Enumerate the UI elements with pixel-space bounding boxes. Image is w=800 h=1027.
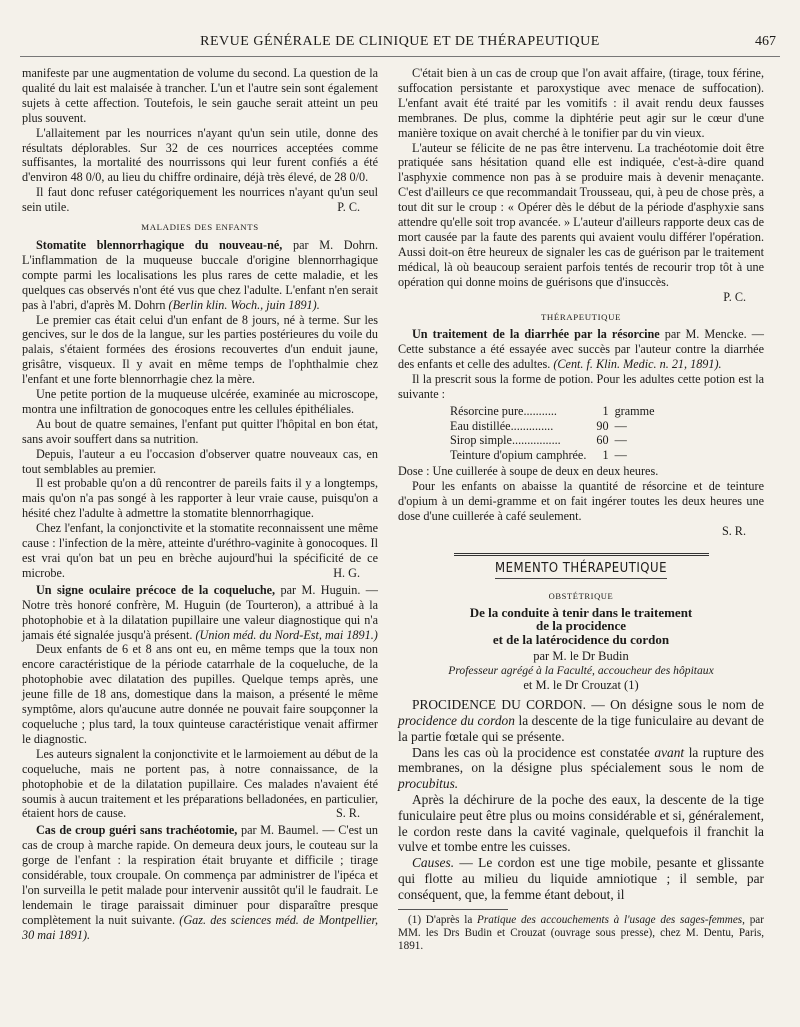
- paragraph: L'allaitement par les nourrices n'ayant qu'un sein utile, donne des résultats déplorables. Sur 32 de ces nourrices acceptées comme suffisantes, la mortalité des nourrissons qui leur furent confiés a été d'environ 48 0/0, au lieu du chiffre ordinaire, déjà très élevé, de 28 0/0.: [22, 125, 378, 185]
- byline: et M. le Dr Crouzat (1): [523, 678, 639, 693]
- page-header: [20, 34, 780, 57]
- memento-heading: MEMENTO THÉRAPEUTIQUE: [398, 562, 764, 579]
- article-title: et de la latérocidence du cordon: [492, 631, 670, 647]
- paragraph: Après la déchirure de la poche des eaux, la descente de la tige funiculaire peut être plus ou moins considérable et si, généralement, le cordon reste dans la cavité vaginale, quelquefois il franchit la vulve et tombe entre les cuisses.: [398, 791, 764, 855]
- paragraph: Il la prescrit sous la forme de potion. Pour les adultes cette potion est la suivante :: [398, 372, 764, 402]
- paragraph: PROCIDENCE DU CORDON. — On désigne sous le nom de procidence du cordon la descente de la tige funiculaire au devant de la partie fœtale qui se présente.: [398, 697, 764, 744]
- paragraph: Chez l'enfant, la conjonctivite et la stomatite reconnaissent une même cause : l'infection de la mère, atteinte d'uréthro-vaginite à gonocoques. Il est vrai qu'on bat un peu en brèche aujourd'hui la spécificité de ce microbe. H. G.: [22, 521, 378, 580]
- paragraph: C'était bien à un cas de croup que l'on avait affaire, (tirage, toux férine, suffocation persistante et paroxystique avec menace de suffocation). L'enfant avait été traité par les vomitifs : il avait rendu deux fausses membranes. De plus, comme la diphtérie peut agir sur le cœur d'une manière toxique on avait cherché à le tonifier par du vin vieux.: [398, 66, 764, 140]
- signature: S. R.: [721, 523, 746, 538]
- paragraph: manifeste par une augmentation de volume du second. La question de la qualité du lait est malaisée à trancher. L'un et l'autre sein sont également sujets à cette affection. Toutefois, le sein gauche serait atteint un peu plus souvent.: [22, 66, 378, 125]
- signature: S. R.: [335, 806, 360, 821]
- article-title: De la conduite à tenir dans le traitement: [469, 604, 693, 620]
- recipe-row: Résorcine pure........... 1 gramme: [450, 403, 655, 418]
- footnote-divider: [398, 909, 508, 910]
- article-title: de la procidence: [535, 618, 627, 634]
- paragraph: Au bout de quatre semaines, l'enfant put quitter l'hôpital en bon état, sans avoir souffert dans sa nutrition.: [22, 416, 378, 446]
- signature: P. C.: [723, 289, 746, 304]
- signature: P. C.: [337, 200, 360, 215]
- source-citation: (Union méd. du Nord-Est, mai 1891.): [195, 627, 378, 642]
- paragraph: Les auteurs signalent la conjonctivite et le larmoiement au début de la coqueluche, mais ne portent pas, à notre connaissance, de la photophobie et de la dilatation pupillaire. Ces malades n'avaient été soumis à aucun traitement et les préparations belladonées, en particulier, étaient hors de cause. S. R.: [22, 746, 378, 821]
- article-croup: Cas de croup guéri sans trachéotomie, par M. Baumel. — C'est un cas de croup à marche rapide. On demeura deux jours, le couteau sur la gorge de l'enfant : la respiration était bruyante et difficile ; tirage considérable, toux croupale. On commença par administrer de l'ipéca et l'on surveilla le petit malade pour intervenir aussitôt qu'il le faudrait. Le lendemain le tirage paraissait diminuer pour disparaître presque complètement la nuit suivante. (Gaz. des sciences méd. de Montpellier, 30 mai 1891).: [22, 823, 378, 942]
- source-citation: (Berlin klin. Woch., juin 1891).: [168, 297, 320, 312]
- divider: [454, 553, 709, 556]
- left-column: [22, 66, 378, 943]
- article-coqueluche: Un signe oculaire précoce de la coqueluche, par M. Huguin. — Notre très honoré confrère, M. Huguin (de Tourteron), a attribué à la photophobie et à la dilatation pupillaire une valeur diagnostique qui n'a jamais été signalée jusqu'à présent. (Union méd. du Nord-Est, mai 1891.): [22, 582, 378, 642]
- article-stomatite: Stomatite blennorrhagique du nouveau-né, par M. Dohrn. L'inflammation de la muqueuse buccale d'origine blennorrhagique compte parmi les localisations les plus rares de cette maladie, et les quelques cas observés n'ont été vus que chez l'adulte. L'enfant n'en serait pas à l'abri, d'après M. Dohrn (Berlin klin. Woch., juin 1891).: [22, 237, 378, 312]
- recipe-row: Teinture d'opium camphrée. 1 —: [450, 447, 627, 462]
- author-affiliation: Professeur agrégé à la Faculté, accoucheur des hôpitaux: [448, 664, 714, 678]
- paragraph: L'auteur se félicite de ne pas être intervenu. La trachéotomie doit être pratiquée sans hésitation quand elle est indiquée, c'est-à-dire quand l'asphyxie commence non pas à se produire mais à devenir menaçante. C'est d'ailleurs ce que recommandait Trousseau, qui, à peu de chose près, a tout dit sur le croup : « Opérer dès le début de la période d'asphyxie sans attendre qu'elle soit trop avancée. » L'auteur d'ailleurs rapporte deux cas de mort causée par la faute des parents qui avaient voulu différer l'opération. Aussi doit-on être heureux de signaler les cas de guérison par le traitement médical, là où beaucoup seraient parfois tentés de recourir trop tôt à une opération qui donne moins de guérisons que d'insuccès.: [398, 140, 764, 289]
- article-title: Stomatite blennorrhagique du nouveau-né,: [36, 237, 283, 252]
- byline: par M. le Dr Budin: [533, 649, 629, 664]
- section-heading: THÉRAPEUTIQUE: [540, 311, 622, 322]
- right-column: [398, 66, 764, 953]
- page-number: 467: [755, 34, 776, 49]
- article-title: Un traitement de la diarrhée par la résorcine: [412, 327, 660, 342]
- paragraph: Il est probable qu'on a dû rencontrer de pareils faits il y a longtemps, mais qu'on n'a pas songé à les rapporter à leur vraie cause, puisqu'on a hésité chez l'adulte à admettre la stomatite blennorrhagique.: [22, 476, 378, 521]
- paragraph: Il faut donc refuser catégoriquement les nourrices n'ayant qu'un seul sein utile. P. C.: [22, 185, 378, 215]
- section-heading: MALADIES DES ENFANTS: [141, 222, 259, 233]
- paragraph: Causes. — Le cordon est une tige mobile, pesante et glissante qui flotte au milieu du liquide amniotique ; il semble, par conséquent, que, la femme étant debout, il: [398, 855, 764, 902]
- paragraph: Pour les enfants on abaisse la quantité de résorcine et de teinture d'opium à un demi-gramme et on fait ingérer toutes les deux heures une dose d'une cuillerée à café seulement.: [398, 479, 764, 524]
- paragraph: Deux enfants de 6 et 8 ans ont eu, en même temps que la toux non encore caractéristique de la période catarrhale de la coqueluche, de la photophobie avec dilatation des pupilles. Quelque temps après, une jeune fille de 18 ans, domestique dans la maison, a présenté le même symptôme, alors qu'aucune autre donnée ne pouvait faire soupçonner la coqueluche ; plus tard, la toux quinteuse caractéristique venait affirmer le diagnostic.: [22, 642, 378, 746]
- article-resorcine: Un traitement de la diarrhée par la résorcine par M. Mencke. — Cette substance a été essayée avec succès par l'auteur contre la diarrhée des enfants et celle des adultes. (Cent. f. Klin. Medic. n. 21, 1891).: [398, 327, 764, 372]
- footnote: (1) D'après la Pratique des accouchements à l'usage des sages-femmes, par MM. les Drs Budin et Crouzat (ouvrage sous presse), chez M. Dentu, Paris, 1891.: [398, 913, 764, 952]
- signature: H. G.: [333, 565, 360, 580]
- paragraph: Dans les cas où la procidence est constatée avant la rupture des membranes, on la désigne plus spécialement sous le nom de procubitus.: [398, 744, 764, 792]
- paragraph: Une petite portion de la muqueuse ulcérée, examinée au microscope, montra une infiltration de gonocoques entre les cellules épithéliales.: [22, 387, 378, 416]
- article-title: Un signe oculaire précoce de la coqueluche,: [36, 582, 276, 597]
- recipe-row: Sirop simple................ 60 —: [450, 433, 627, 448]
- subsection-heading: OBSTÉTRIQUE: [548, 590, 614, 601]
- paragraph: Depuis, l'auteur a eu l'occasion d'observer quatre nouveaux cas, en tout semblables au premier.: [22, 446, 378, 476]
- source-citation: (Gaz. des sciences méd. de Montpellier, 30 mai 1891).: [22, 912, 378, 942]
- paragraph: Dose : Une cuillerée à soupe de deux en deux heures.: [398, 464, 659, 479]
- source-citation: (Cent. f. Klin. Medic. n. 21, 1891).: [553, 357, 722, 372]
- article-body: [398, 697, 764, 902]
- paragraph: Le premier cas était celui d'un enfant de 8 jours, né à terme. Sur les gencives, sur le dos de la langue, sur les parties postérieures du voile du palais, s'étaient formées des érosions recouvertes d'un enduit jaune, grisâtre, visqueux. Il y avait en même temps de l'ophthalmie chez l'enfant et une forte blennorrhagie chez la mère.: [22, 312, 378, 387]
- running-title: REVUE GÉNÉRALE DE CLINIQUE ET DE THÉRAPEUTIQUE: [200, 34, 600, 49]
- recipe-table: [450, 404, 655, 462]
- recipe-row: Eau distillée.............. 90 —: [450, 418, 627, 433]
- article-title: Cas de croup guéri sans trachéotomie,: [36, 823, 238, 838]
